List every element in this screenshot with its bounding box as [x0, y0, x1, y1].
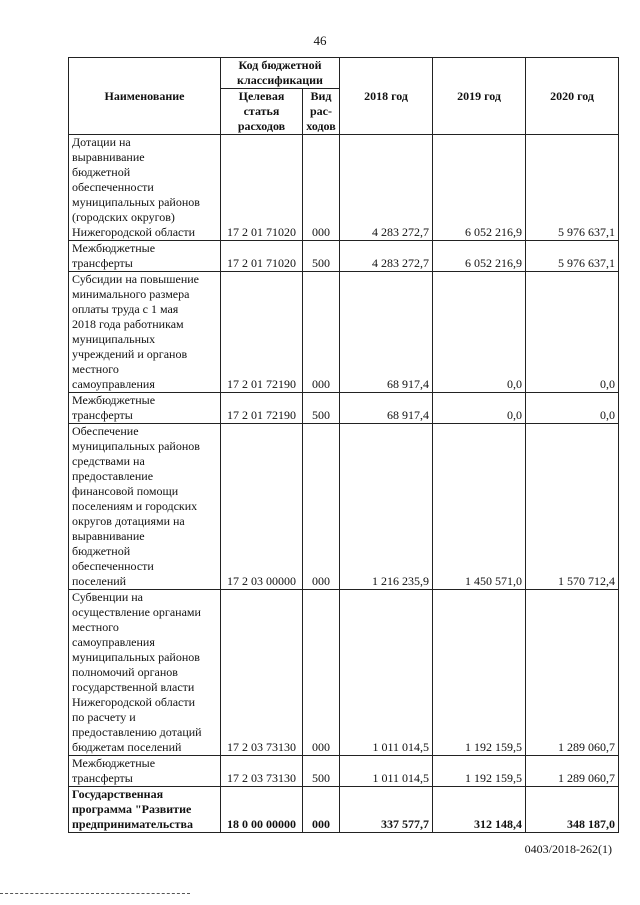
- row-value-2018: 4 283 272,7: [340, 241, 433, 272]
- margin-line: [0, 893, 190, 894]
- document-code: 0403/2018-262(1): [524, 842, 612, 856]
- row-value-2020: 1 289 060,7: [526, 756, 619, 787]
- row-value-2020: 0,0: [526, 393, 619, 424]
- row-target-code: 17 2 01 72190: [221, 272, 303, 393]
- table-row: [69, 393, 619, 424]
- table-body: [69, 135, 619, 833]
- row-expense-type: 000: [303, 424, 340, 590]
- header-row: [69, 58, 619, 89]
- row-value-2018: 1 011 014,5: [340, 590, 433, 756]
- row-target-code: 17 2 01 71020: [221, 135, 303, 241]
- row-name: Межбюджетные трансферты: [69, 756, 221, 787]
- row-target-code: 17 2 01 72190: [221, 393, 303, 424]
- row-expense-type: 500: [303, 393, 340, 424]
- table-row: [69, 787, 619, 833]
- row-name: Дотации на выравнивание бюджетной обеспеченности муниципальных районов (городских округов) Нижегородской области: [69, 135, 221, 241]
- row-value-2020: 5 976 637,1: [526, 241, 619, 272]
- row-value-2020: 1 570 712,4: [526, 424, 619, 590]
- row-target-code: 17 2 03 73130: [221, 756, 303, 787]
- row-value-2019: 0,0: [433, 272, 526, 393]
- row-value-2020: 1 289 060,7: [526, 590, 619, 756]
- row-name: Субвенции на осуществление органами местного самоуправления муниципальных районов полномочий органов государственной власти Нижегородской области по расчету и предоставлению дотаций бюджетам поселений: [69, 590, 221, 756]
- header-name: Наименование: [69, 58, 221, 135]
- row-value-2018: 68 917,4: [340, 272, 433, 393]
- row-value-2019: 1 192 159,5: [433, 590, 526, 756]
- row-value-2019: 0,0: [433, 393, 526, 424]
- table-row: [69, 272, 619, 393]
- row-value-2018: 4 283 272,7: [340, 135, 433, 241]
- row-expense-type: 000: [303, 590, 340, 756]
- row-name: Обеспечение муниципальных районов средствами на предоставление финансовой помощи поселениям и городских округов дотациями на выравнивание бюджетной обеспеченности поселений: [69, 424, 221, 590]
- row-value-2018: 68 917,4: [340, 393, 433, 424]
- row-name: Межбюджетные трансферты: [69, 241, 221, 272]
- header-2020: 2020 год: [526, 58, 619, 135]
- table-row: [69, 241, 619, 272]
- row-value-2019: 6 052 216,9: [433, 241, 526, 272]
- row-name: Государственная программа "Развитие предпринимательства: [69, 787, 221, 833]
- row-value-2019: 6 052 216,9: [433, 135, 526, 241]
- row-value-2018: 337 577,7: [340, 787, 433, 833]
- row-expense-type: 500: [303, 241, 340, 272]
- page-number: 46: [313, 33, 327, 48]
- header-2019: 2019 год: [433, 58, 526, 135]
- row-target-code: 17 2 03 73130: [221, 590, 303, 756]
- row-value-2019: 1 450 571,0: [433, 424, 526, 590]
- table-row: [69, 756, 619, 787]
- row-value-2018: 1 011 014,5: [340, 756, 433, 787]
- header-kbk: Код бюджетной классификации: [221, 58, 340, 89]
- header-target: Целевая статья расходов: [221, 89, 303, 135]
- row-expense-type: 500: [303, 756, 340, 787]
- row-value-2019: 312 148,4: [433, 787, 526, 833]
- row-value-2020: 348 187,0: [526, 787, 619, 833]
- header-type: Вид рас-ходов: [303, 89, 340, 135]
- row-target-code: 17 2 03 00000: [221, 424, 303, 590]
- table-row: [69, 135, 619, 241]
- row-value-2020: 5 976 637,1: [526, 135, 619, 241]
- header-2018: 2018 год: [340, 58, 433, 135]
- row-name: Межбюджетные трансферты: [69, 393, 221, 424]
- row-expense-type: 000: [303, 787, 340, 833]
- row-target-code: 18 0 00 00000: [221, 787, 303, 833]
- row-target-code: 17 2 01 71020: [221, 241, 303, 272]
- row-value-2019: 1 192 159,5: [433, 756, 526, 787]
- table-row: [69, 590, 619, 756]
- row-name: Субсидии на повышение минимального размера оплаты труда с 1 мая 2018 года работникам муниципальных учреждений и органов местного самоуправления: [69, 272, 221, 393]
- row-expense-type: 000: [303, 272, 340, 393]
- budget-table: [68, 57, 619, 833]
- row-value-2020: 0,0: [526, 272, 619, 393]
- row-expense-type: 000: [303, 135, 340, 241]
- row-value-2018: 1 216 235,9: [340, 424, 433, 590]
- table-row: [69, 424, 619, 590]
